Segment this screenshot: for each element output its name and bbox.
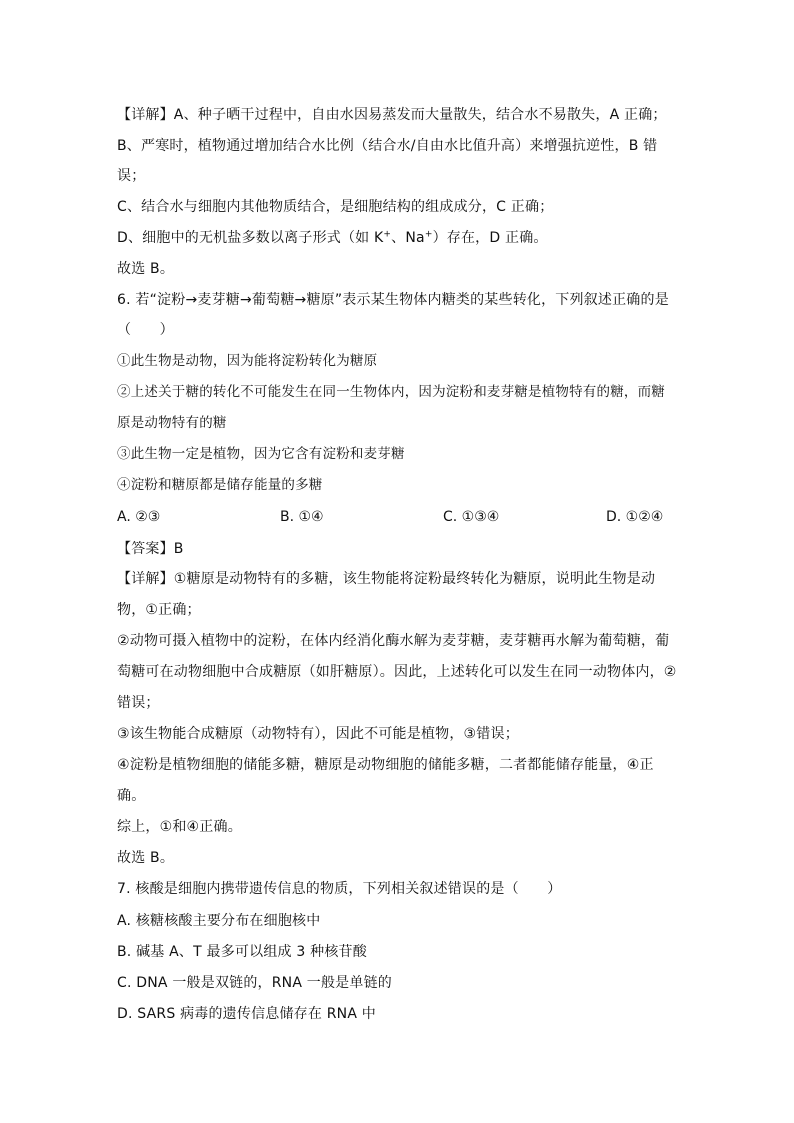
option-c: C. DNA 一般是双链的，RNA 一般是单链的	[117, 975, 392, 991]
text-segment: ）存在，D 正确。	[432, 230, 548, 246]
text-line: C、结合水与细胞内其他物质结合，是细胞结构的组成成分，C 正确；	[117, 199, 554, 215]
question-6-stem: （ ）	[117, 322, 174, 338]
explanation-line: 萄糖可在动物细胞中合成糖原（如肝糖原）。因此，上述转化可以发生在同一动物体内，②	[117, 664, 677, 680]
option-c: C. ①③④	[443, 509, 500, 525]
option-a: A. 核糖核酸主要分布在细胞核中	[117, 913, 321, 929]
statement-4: ④淀粉和糖原都是储存能量的多糖	[117, 477, 323, 493]
text-segment: 、Na	[391, 230, 425, 246]
answer-line: 【答案】B	[117, 541, 184, 557]
statement-2: ②上述关于糖的转化不可能发生在同一生物体内，因为淀粉和麦芽糖是植物特有的糖，而糖	[117, 384, 665, 400]
explanation-line: 错误；	[117, 695, 160, 711]
text-segment: D、细胞中的无机盐多数以离子形式（如 K	[117, 230, 384, 246]
statement-3: ③此生物一定是植物，因为它含有淀粉和麦芽糖	[117, 446, 405, 462]
option-d: D. ①②④	[606, 509, 664, 525]
question-6-stem: 6. 若“淀粉→麦芽糖→葡萄糖→糖原”表示某生物体内糖类的某些转化，下列叙述正确的是	[117, 292, 669, 308]
superscript: +	[424, 229, 433, 240]
explanation-line: 【详解】①糖原是动物特有的多糖，该生物能将淀粉最终转化为糖原，说明此生物是动	[117, 571, 656, 587]
superscript: +	[383, 229, 392, 240]
text-line: B、严寒时，植物通过增加结合水比例（结合水/自由水比值升高）来增强抗逆性，B 错	[117, 138, 658, 154]
text-line: 误；	[117, 168, 146, 184]
question-7-stem: 7. 核酸是细胞内携带遗传信息的物质，下列相关叙述错误的是（ ）	[117, 881, 562, 897]
statement-2: 原是动物特有的糖	[117, 415, 227, 431]
option-b: B. ①④	[280, 509, 324, 525]
explanation-line: ②动物可摄入植物中的淀粉，在体内经消化酶水解为麦芽糖，麦芽糖再水解为葡萄糖，葡	[117, 633, 670, 649]
text-line: 【详解】A、种子晒干过程中，自由水因易蒸发而大量散失，结合水不易散失，A 正确；	[117, 107, 667, 123]
summary-line: 综上，①和④正确。	[117, 819, 242, 835]
option-b: B. 碱基 A、T 最多可以组成 3 种核苷酸	[117, 944, 367, 960]
option-a: A. ②③	[117, 509, 161, 525]
explanation-line: ③该生物能合成糖原（动物特有），因此不可能是植物，③错误；	[117, 726, 519, 742]
conclusion-line: 故选 B。	[117, 850, 175, 866]
statement-1: ①此生物是动物，因为能将淀粉转化为糖原	[117, 353, 378, 369]
explanation-line: 物，①正确；	[117, 602, 201, 618]
text-line	[117, 228, 548, 248]
text-line: 故选 B。	[117, 261, 175, 277]
explanation-line: 确。	[117, 788, 146, 804]
option-d: D. SARS 病毒的遗传信息储存在 RNA 中	[117, 1006, 376, 1022]
explanation-line: ④淀粉是植物细胞的储能多糖，糖原是动物细胞的储能多糖，二者都能储存能量，④正	[117, 757, 654, 773]
